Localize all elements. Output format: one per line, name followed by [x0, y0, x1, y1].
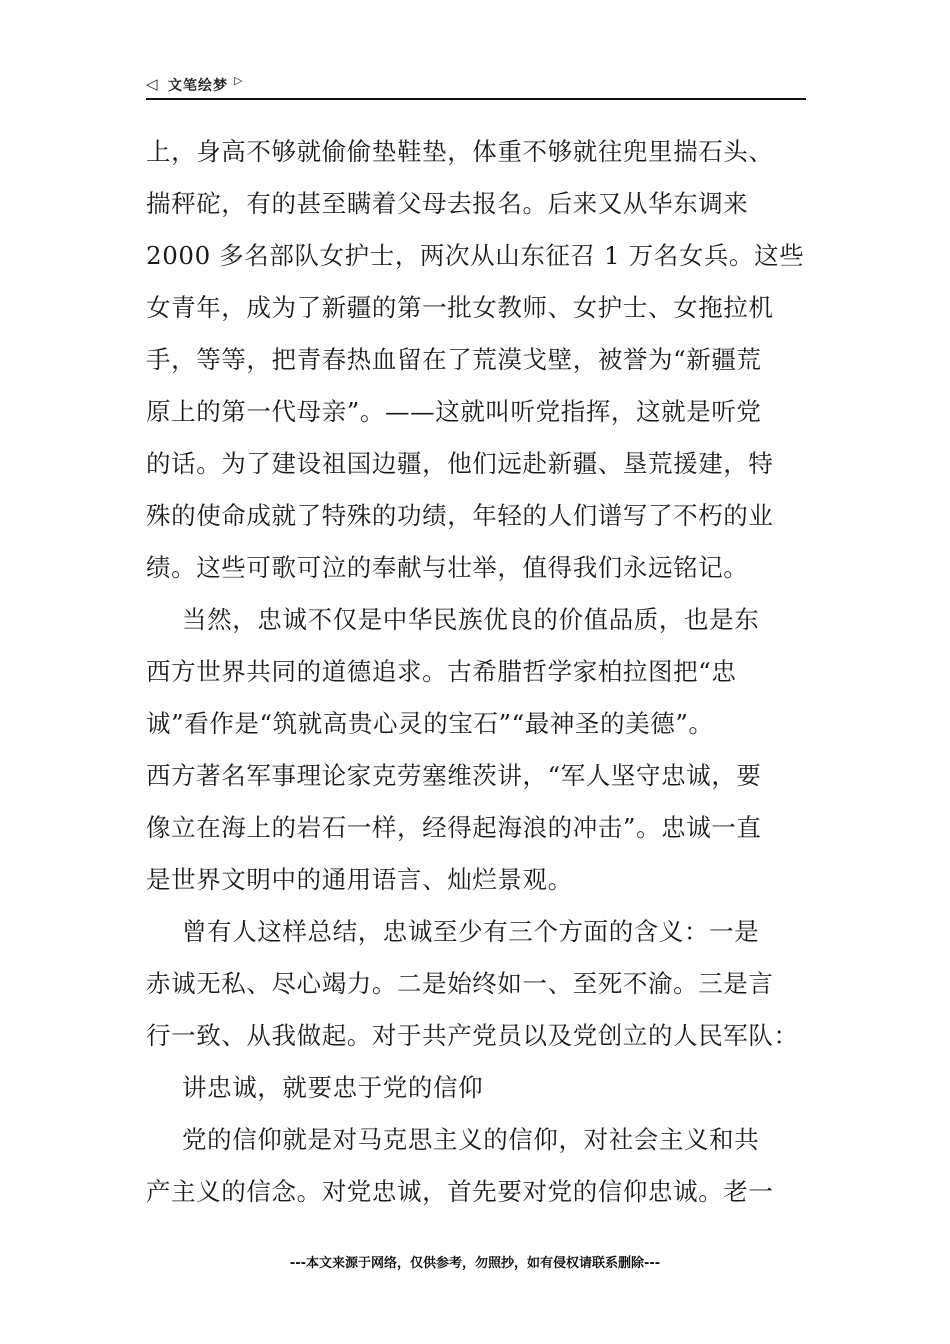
text-line: 手，等等，把青春热血留在了荒漠戈壁，被誉为“新疆荒: [146, 345, 762, 374]
document-body: [146, 126, 810, 1218]
text-line: 女青年，成为了新疆的第一批女教师、女护士、女拖拉机: [146, 293, 774, 322]
right-triangle-icon: ▷: [234, 74, 243, 87]
text-line: 原上的第一代母亲”。——这就叫听党指挥，这就是听党: [146, 397, 762, 426]
header-title: 文笔绘梦: [168, 78, 228, 94]
text-line: 绩。这些可歌可泣的奉献与壮举，值得我们永远铭记。: [146, 553, 749, 582]
left-triangle-icon: ◁: [146, 75, 158, 93]
text-line: 殊的使命成就了特殊的功绩，年轻的人们谱写了不朽的业: [146, 501, 774, 530]
text-line: 揣秤砣，有的甚至瞒着父母去报名。后来又从华东调来: [146, 189, 749, 218]
disclaimer-footer: ---本文来源于网络，仅供参考，勿照抄，如有侵权请联系删除---: [289, 1256, 661, 1271]
text-line: 的话。为了建设祖国边疆，他们远赴新疆、垦荒援建，特: [146, 449, 774, 478]
section-heading: 讲忠诚，就要忠于党的信仰: [182, 1073, 484, 1102]
page-header: [146, 72, 806, 100]
paragraph-start-line: 当然，忠诚不仅是中华民族优良的价值品质，也是东: [182, 605, 760, 634]
text-line: 产主义的信念。对党忠诚，首先要对党的信仰忠诚。老一: [146, 1177, 774, 1206]
text-line: 西方世界共同的道德追求。古希腊哲学家柏拉图把“忠: [146, 657, 737, 686]
paragraph-start-line: 党的信仰就是对马克思主义的信仰，对社会主义和共: [182, 1125, 760, 1154]
text-line: 上，身高不够就偷偷垫鞋垫，体重不够就往兜里揣石头、: [146, 137, 774, 166]
text-line: 行一致、从我做起。对于共产党员以及党创立的人民军队：: [146, 1021, 799, 1050]
text-line: 诚”看作是“筑就高贵心灵的宝石”“最神圣的美德”。: [146, 709, 714, 738]
text-line: 赤诚无私、尽心竭力。二是始终如一、至死不渝。三是言: [146, 969, 774, 998]
text-line: 西方著名军事理论家克劳塞维茨讲，“军人坚守忠诚，要: [146, 761, 762, 790]
text-line: 像立在海上的岩石一样，经得起海浪的冲击”。忠诚一直: [146, 813, 762, 842]
paragraph-start-line: 曾有人这样总结，忠诚至少有三个方面的含义：一是: [182, 917, 760, 946]
text-line: 2000 多名部队女护士，两次从山东征召 1 万名女兵。这些: [146, 241, 805, 270]
text-line: 是世界文明中的通用语言、灿烂景观。: [146, 865, 573, 894]
